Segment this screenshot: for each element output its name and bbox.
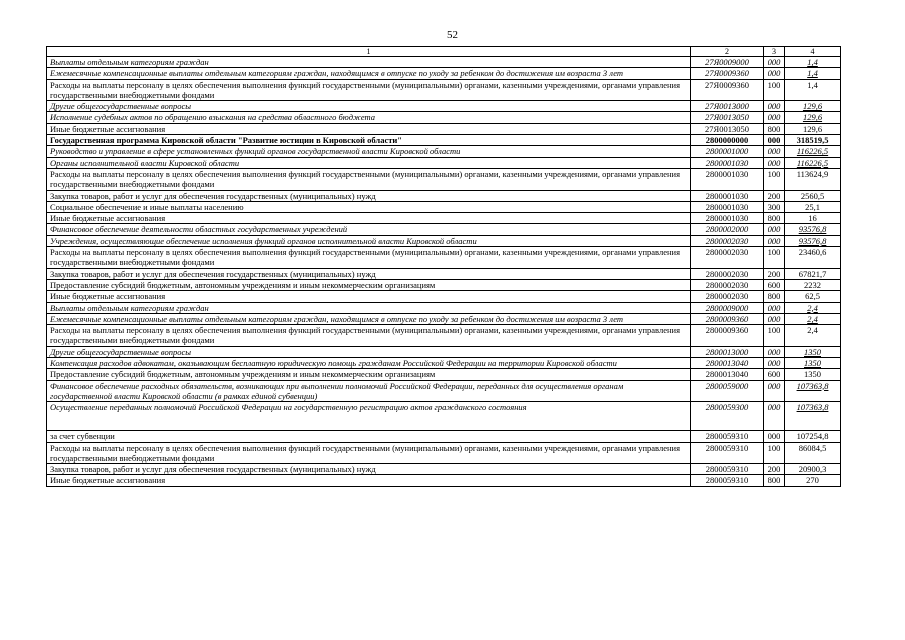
row-code-cell: 2800002030 xyxy=(691,235,764,246)
row-sum-cell: 86084,5 xyxy=(785,442,841,464)
row-name-cell: Финансовое обеспечение расходных обязательств, возникающих при выполнении полномочий Российской Федерации, переданных для осуществления органам государственной власти Кировской области (в рамках единой субвенции) xyxy=(47,380,691,402)
row-name-cell: Расходы на выплаты персоналу в целях обеспечения выполнения функций государственными (муниципальными) органами, казенными учреждениями, органами управления государственными внебюджетными фондами xyxy=(47,168,691,190)
row-type-cell: 000 xyxy=(764,235,785,246)
row-name-cell: Закупка товаров, работ и услуг для обеспечения государственных (муниципальных) нужд xyxy=(47,464,691,475)
row-type-cell: 000 xyxy=(764,431,785,442)
row-sum-cell: 1350 xyxy=(785,346,841,357)
row-code-cell: 27Я0013050 xyxy=(691,112,764,123)
table-row xyxy=(47,123,841,134)
table-row xyxy=(47,279,841,290)
table-row xyxy=(47,380,841,402)
table-row xyxy=(47,168,841,190)
row-code-cell: 2800013040 xyxy=(691,369,764,380)
row-name-cell: Исполнение судебных актов по обращению взыскания на средства областного бюджета xyxy=(47,112,691,123)
row-code-cell: 2800002030 xyxy=(691,279,764,290)
table-row xyxy=(47,402,841,431)
row-code-cell: 2800009360 xyxy=(691,313,764,324)
budget-table xyxy=(46,46,841,487)
row-type-cell: 600 xyxy=(764,369,785,380)
table-row xyxy=(47,358,841,369)
row-type-cell: 000 xyxy=(764,358,785,369)
table-row xyxy=(47,213,841,224)
row-name-cell: Руководство и управление в сфере установленных функций органов государственной власти Кировской области xyxy=(47,146,691,157)
row-code-cell: 2800059310 xyxy=(691,475,764,486)
row-code-cell: 2800059000 xyxy=(691,380,764,402)
page-number: 52 xyxy=(447,29,458,41)
row-code-cell: 27Я0013050 xyxy=(691,123,764,134)
column-header-type: 3 xyxy=(764,47,785,57)
row-type-cell: 200 xyxy=(764,464,785,475)
budget-table-body xyxy=(47,47,841,487)
row-code-cell: 27Я0009360 xyxy=(691,79,764,101)
row-code-cell: 2800059310 xyxy=(691,431,764,442)
row-sum-cell: 2,4 xyxy=(785,302,841,313)
row-code-cell: 2800013040 xyxy=(691,358,764,369)
row-type-cell: 100 xyxy=(764,247,785,269)
row-type-cell: 800 xyxy=(764,213,785,224)
row-name-cell: Иные бюджетные ассигнования xyxy=(47,291,691,302)
row-code-cell: 2800001030 xyxy=(691,157,764,168)
row-name-cell: Расходы на выплаты персоналу в целях обеспечения выполнения функций государственными (муниципальными) органами, казенными учреждениями, органами управления государственными внебюджетными фондами xyxy=(47,442,691,464)
row-name-cell: Иные бюджетные ассигнования xyxy=(47,213,691,224)
row-type-cell: 000 xyxy=(764,224,785,235)
row-type-cell: 000 xyxy=(764,57,785,68)
row-name-cell: Расходы на выплаты персоналу в целях обеспечения выполнения функций государственными (муниципальными) органами, казенными учреждениями, органами управления государственными внебюджетными фондами xyxy=(47,247,691,269)
row-code-cell: 2800009360 xyxy=(691,325,764,347)
row-type-cell: 800 xyxy=(764,475,785,486)
row-type-cell: 000 xyxy=(764,346,785,357)
row-sum-cell: 107363,8 xyxy=(785,380,841,402)
row-name-cell: Предоставление субсидий бюджетным, автономным учреждениям и иным некоммерческим организациям xyxy=(47,279,691,290)
row-sum-cell: 67821,7 xyxy=(785,268,841,279)
row-name-cell: Другие общегосударственные вопросы xyxy=(47,346,691,357)
column-header-name: 1 xyxy=(47,47,691,57)
row-name-cell: Выплаты отдельным категориям граждан xyxy=(47,57,691,68)
table-row xyxy=(47,79,841,101)
table-row xyxy=(47,302,841,313)
row-code-cell: 2800013000 xyxy=(691,346,764,357)
row-code-cell: 27Я0009000 xyxy=(691,57,764,68)
row-sum-cell: 1,4 xyxy=(785,57,841,68)
table-row xyxy=(47,235,841,246)
row-type-cell: 000 xyxy=(764,313,785,324)
row-sum-cell: 2560,5 xyxy=(785,190,841,201)
row-code-cell: 2800002030 xyxy=(691,291,764,302)
row-code-cell: 2800001030 xyxy=(691,201,764,212)
table-row xyxy=(47,135,841,146)
row-type-cell: 100 xyxy=(764,168,785,190)
table-row xyxy=(47,431,841,442)
table-row xyxy=(47,369,841,380)
row-type-cell: 200 xyxy=(764,268,785,279)
table-row xyxy=(47,101,841,112)
column-header-code: 2 xyxy=(691,47,764,57)
row-code-cell: 2800001030 xyxy=(691,190,764,201)
table-row xyxy=(47,224,841,235)
row-name-cell: Иные бюджетные ассигнования xyxy=(47,123,691,134)
row-name-cell: Расходы на выплаты персоналу в целях обеспечения выполнения функций государственными (муниципальными) органами, казенными учреждениями, органами управления государственными внебюджетными фондами xyxy=(47,79,691,101)
row-code-cell: 27Я0009360 xyxy=(691,68,764,79)
row-code-cell: 2800059310 xyxy=(691,442,764,464)
row-sum-cell: 129,6 xyxy=(785,101,841,112)
column-header-sum: 4 xyxy=(785,47,841,57)
row-name-cell: Закупка товаров, работ и услуг для обеспечения государственных (муниципальных) нужд xyxy=(47,268,691,279)
row-sum-cell: 113624,9 xyxy=(785,168,841,190)
row-code-cell: 2800002000 xyxy=(691,224,764,235)
row-type-cell: 300 xyxy=(764,201,785,212)
table-row xyxy=(47,464,841,475)
row-type-cell: 000 xyxy=(764,135,785,146)
row-sum-cell: 129,6 xyxy=(785,123,841,134)
row-type-cell: 100 xyxy=(764,325,785,347)
row-code-cell: 2800001000 xyxy=(691,146,764,157)
row-name-cell: Другие общегосударственные вопросы xyxy=(47,101,691,112)
row-name-cell: Предоставление субсидий бюджетным, автономным учреждениям и иным некоммерческим организациям xyxy=(47,369,691,380)
row-type-cell: 000 xyxy=(764,157,785,168)
row-sum-cell: 25,1 xyxy=(785,201,841,212)
row-sum-cell: 1,4 xyxy=(785,68,841,79)
row-name-cell: Социальное обеспечение и иные выплаты населению xyxy=(47,201,691,212)
row-name-cell: Расходы на выплаты персоналу в целях обеспечения выполнения функций государственными (муниципальными) органами, казенными учреждениями, органами управления государственными внебюджетными фондами xyxy=(47,325,691,347)
table-row xyxy=(47,475,841,486)
row-name-cell: Финансовое обеспечение деятельности областных государственных учреждений xyxy=(47,224,691,235)
table-row xyxy=(47,325,841,347)
row-name-cell: Учреждения, осуществляющие обеспечение исполнения функций органов исполнительной власти Кировской области xyxy=(47,235,691,246)
row-code-cell: 2800002030 xyxy=(691,247,764,269)
row-sum-cell: 2232 xyxy=(785,279,841,290)
row-sum-cell: 1350 xyxy=(785,369,841,380)
row-type-cell: 000 xyxy=(764,112,785,123)
table-row xyxy=(47,190,841,201)
row-sum-cell: 318519,5 xyxy=(785,135,841,146)
table-row xyxy=(47,346,841,357)
table-row xyxy=(47,146,841,157)
table-row xyxy=(47,157,841,168)
row-sum-cell: 23460,6 xyxy=(785,247,841,269)
row-name-cell: Закупка товаров, работ и услуг для обеспечения государственных (муниципальных) нужд xyxy=(47,190,691,201)
row-type-cell: 000 xyxy=(764,68,785,79)
row-sum-cell: 2,4 xyxy=(785,325,841,347)
row-type-cell: 200 xyxy=(764,190,785,201)
row-code-cell: 2800002030 xyxy=(691,268,764,279)
row-code-cell: 27Я0013000 xyxy=(691,101,764,112)
row-code-cell: 2800059310 xyxy=(691,464,764,475)
row-code-cell: 2800001030 xyxy=(691,168,764,190)
row-code-cell: 2800009000 xyxy=(691,302,764,313)
row-sum-cell: 270 xyxy=(785,475,841,486)
table-row xyxy=(47,247,841,269)
row-sum-cell: 107363,8 xyxy=(785,402,841,431)
row-name-cell: Осуществление переданных полномочий Российской Федерации на государственную регистрацию актов гражданского состояния xyxy=(47,402,691,431)
table-row xyxy=(47,442,841,464)
row-sum-cell: 20900,3 xyxy=(785,464,841,475)
row-type-cell: 000 xyxy=(764,380,785,402)
row-code-cell: 2800001030 xyxy=(691,213,764,224)
row-name-cell: Органы исполнительной власти Кировской области xyxy=(47,157,691,168)
row-sum-cell: 129,6 xyxy=(785,112,841,123)
row-type-cell: 000 xyxy=(764,302,785,313)
row-sum-cell: 2,4 xyxy=(785,313,841,324)
table-row xyxy=(47,112,841,123)
row-sum-cell: 116226,5 xyxy=(785,146,841,157)
row-code-cell: 2800059300 xyxy=(691,402,764,431)
row-sum-cell: 1350 xyxy=(785,358,841,369)
row-type-cell: 100 xyxy=(764,442,785,464)
table-row xyxy=(47,201,841,212)
row-name-cell: Государственная программа Кировской области "Развитие юстиции в Кировской области" xyxy=(47,135,691,146)
row-name-cell: за счет субвенции xyxy=(47,431,691,442)
row-sum-cell: 16 xyxy=(785,213,841,224)
row-sum-cell: 107254,8 xyxy=(785,431,841,442)
row-sum-cell: 93576,8 xyxy=(785,235,841,246)
table-row xyxy=(47,57,841,68)
row-code-cell: 2800000000 xyxy=(691,135,764,146)
row-name-cell: Компенсация расходов адвокатам, оказывающим бесплатную юридическую помощь гражданам Российской Федерации на территории Кировской области xyxy=(47,358,691,369)
row-type-cell: 800 xyxy=(764,291,785,302)
row-name-cell: Выплаты отдельным категориям граждан xyxy=(47,302,691,313)
row-type-cell: 600 xyxy=(764,279,785,290)
row-sum-cell: 62,5 xyxy=(785,291,841,302)
row-type-cell: 100 xyxy=(764,79,785,101)
row-sum-cell: 1,4 xyxy=(785,79,841,101)
row-type-cell: 800 xyxy=(764,123,785,134)
table-row xyxy=(47,268,841,279)
row-sum-cell: 93576,8 xyxy=(785,224,841,235)
row-type-cell: 000 xyxy=(764,402,785,431)
table-row xyxy=(47,313,841,324)
row-name-cell: Иные бюджетные ассигнования xyxy=(47,475,691,486)
column-number-row xyxy=(47,47,841,57)
row-type-cell: 000 xyxy=(764,101,785,112)
row-type-cell: 000 xyxy=(764,146,785,157)
row-name-cell: Ежемесячные компенсационные выплаты отдельным категориям граждан, находящимся в отпуске по уходу за ребенком до достижения им возраста 3 лет xyxy=(47,313,691,324)
table-row xyxy=(47,68,841,79)
table-row xyxy=(47,291,841,302)
row-sum-cell: 116226,5 xyxy=(785,157,841,168)
row-name-cell: Ежемесячные компенсационные выплаты отдельным категориям граждан, находящимся в отпуске по уходу за ребенком до достижения им возраста 3 лет xyxy=(47,68,691,79)
